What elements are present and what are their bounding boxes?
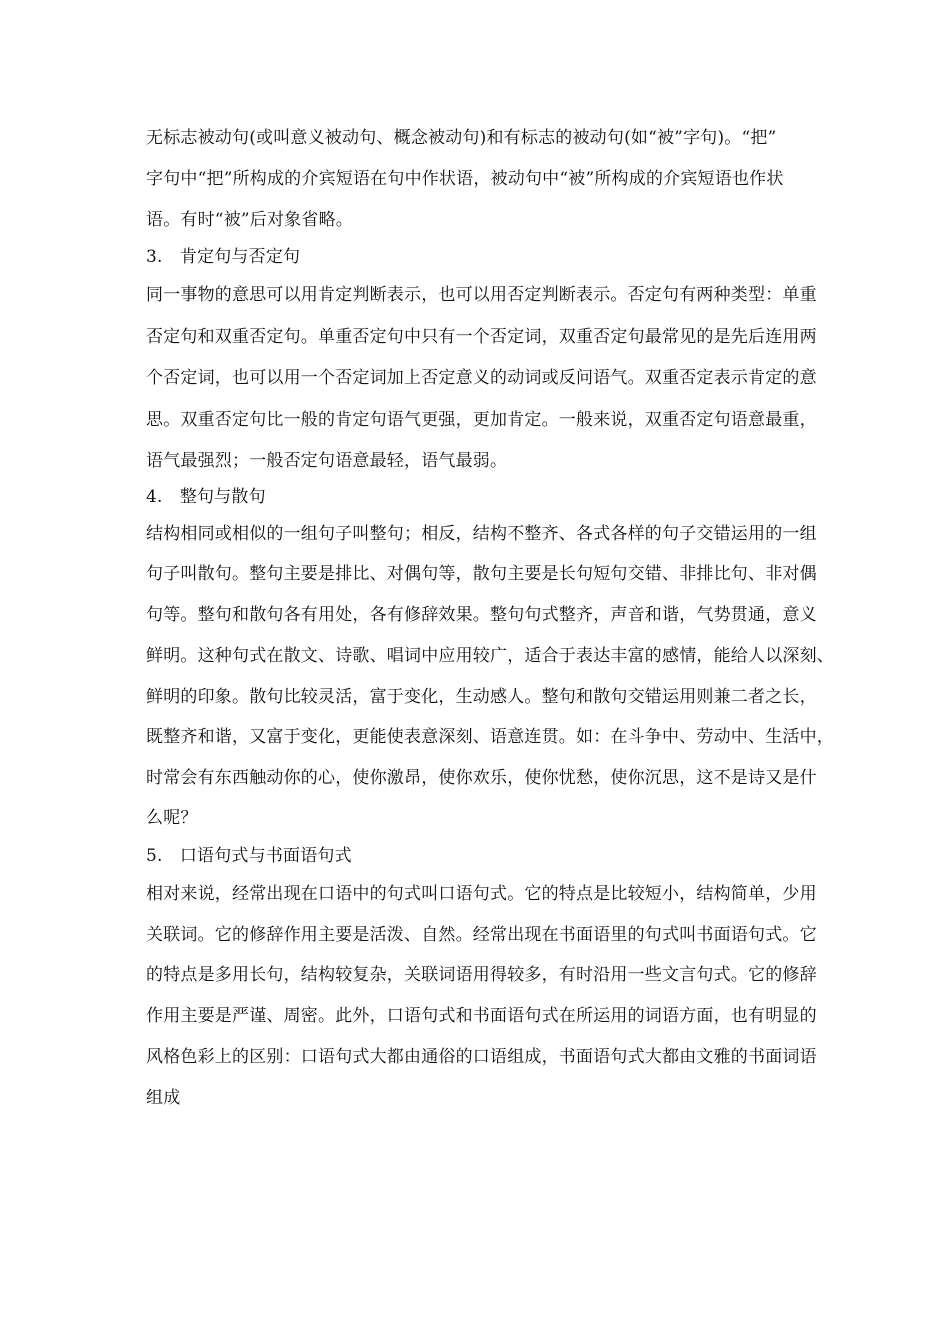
text-line: 风格色彩上的区别：口语句式大都由通俗的口语组成，书面语句式大都由文雅的书面词语 — [146, 1047, 817, 1067]
text-line: 思。双重否定句比一般的肯定句语气更强，更加肯定。一般来说，双重否定句语意最重， — [146, 410, 817, 430]
text-line: 同一事物的意思可以用肯定判断表示，也可以用否定判断表示。否定句有两种类型：单重 — [146, 285, 817, 305]
text-line: 否定句和双重否定句。单重否定句中只有一个否定词，双重否定句最常见的是先后连用两 — [146, 327, 817, 347]
text-line: 字句中“把”所构成的介宾短语在句中作状语，被动句中“被”所构成的介宾短语也作状 — [146, 169, 784, 189]
text-line: 的特点是多用长句，结构较复杂，关联词语用得较多，有时沿用一些文言句式。它的修辞 — [146, 965, 817, 985]
text-line: 鲜明。这种句式在散文、诗歌、唱词中应用较广，适合于表达丰富的感情，能给人以深刻、 — [146, 646, 834, 666]
text-line: 组成 — [146, 1088, 181, 1108]
section-heading-3: 3. 肯定句与否定句 — [146, 247, 301, 267]
text-line: 无标志被动句(或叫意义被动句、概念被动句)和有标志的被动句(如“被”字句)。“把” — [146, 128, 777, 148]
text-line: 句子叫散句。整句主要是排比、对偶句等，散句主要是长句短句交错、非排比句、非对偶 — [146, 564, 817, 584]
text-line: 关联词。它的修辞作用主要是活泼、自然。经常出现在书面语里的句式叫书面语句式。它 — [146, 925, 817, 945]
text-line: 时常会有东西触动你的心，使你激昂，使你欢乐，使你忧愁，使你沉思，这不是诗又是什 — [146, 768, 817, 788]
text-line: 语。有时“被”后对象省略。 — [146, 210, 353, 230]
text-line: 既整齐和谐，又富于变化，更能使表意深刻、语意连贯。如：在斗争中、劳动中、生活中， — [146, 727, 834, 747]
text-line: 么呢？ — [146, 808, 198, 828]
text-line: 鲜明的印象。散句比较灵活，富于变化，生动感人。整句和散句交错运用则兼二者之长， — [146, 687, 817, 707]
section-heading-5: 5. 口语句式与书面语句式 — [146, 846, 352, 866]
text-line: 结构相同或相似的一组句子叫整句；相反，结构不整齐、各式各样的句子交错运用的一组 — [146, 524, 817, 544]
text-line: 相对来说，经常出现在口语中的句式叫口语句式。它的特点是比较短小，结构简单，少用 — [146, 884, 817, 904]
text-line: 语气最强烈；一般否定句语意最轻，语气最弱。 — [146, 451, 508, 471]
text-line: 句等。整句和散句各有用处，各有修辞效果。整句句式整齐，声音和谐，气势贯通，意义 — [146, 605, 817, 625]
text-line: 个否定词，也可以用一个否定词加上否定意义的动词或反问语气。双重否定表示肯定的意 — [146, 368, 817, 388]
text-line: 作用主要是严谨、周密。此外，口语句式和书面语句式在所运用的词语方面，也有明显的 — [146, 1006, 817, 1026]
section-heading-4: 4. 整句与散句 — [146, 487, 266, 507]
